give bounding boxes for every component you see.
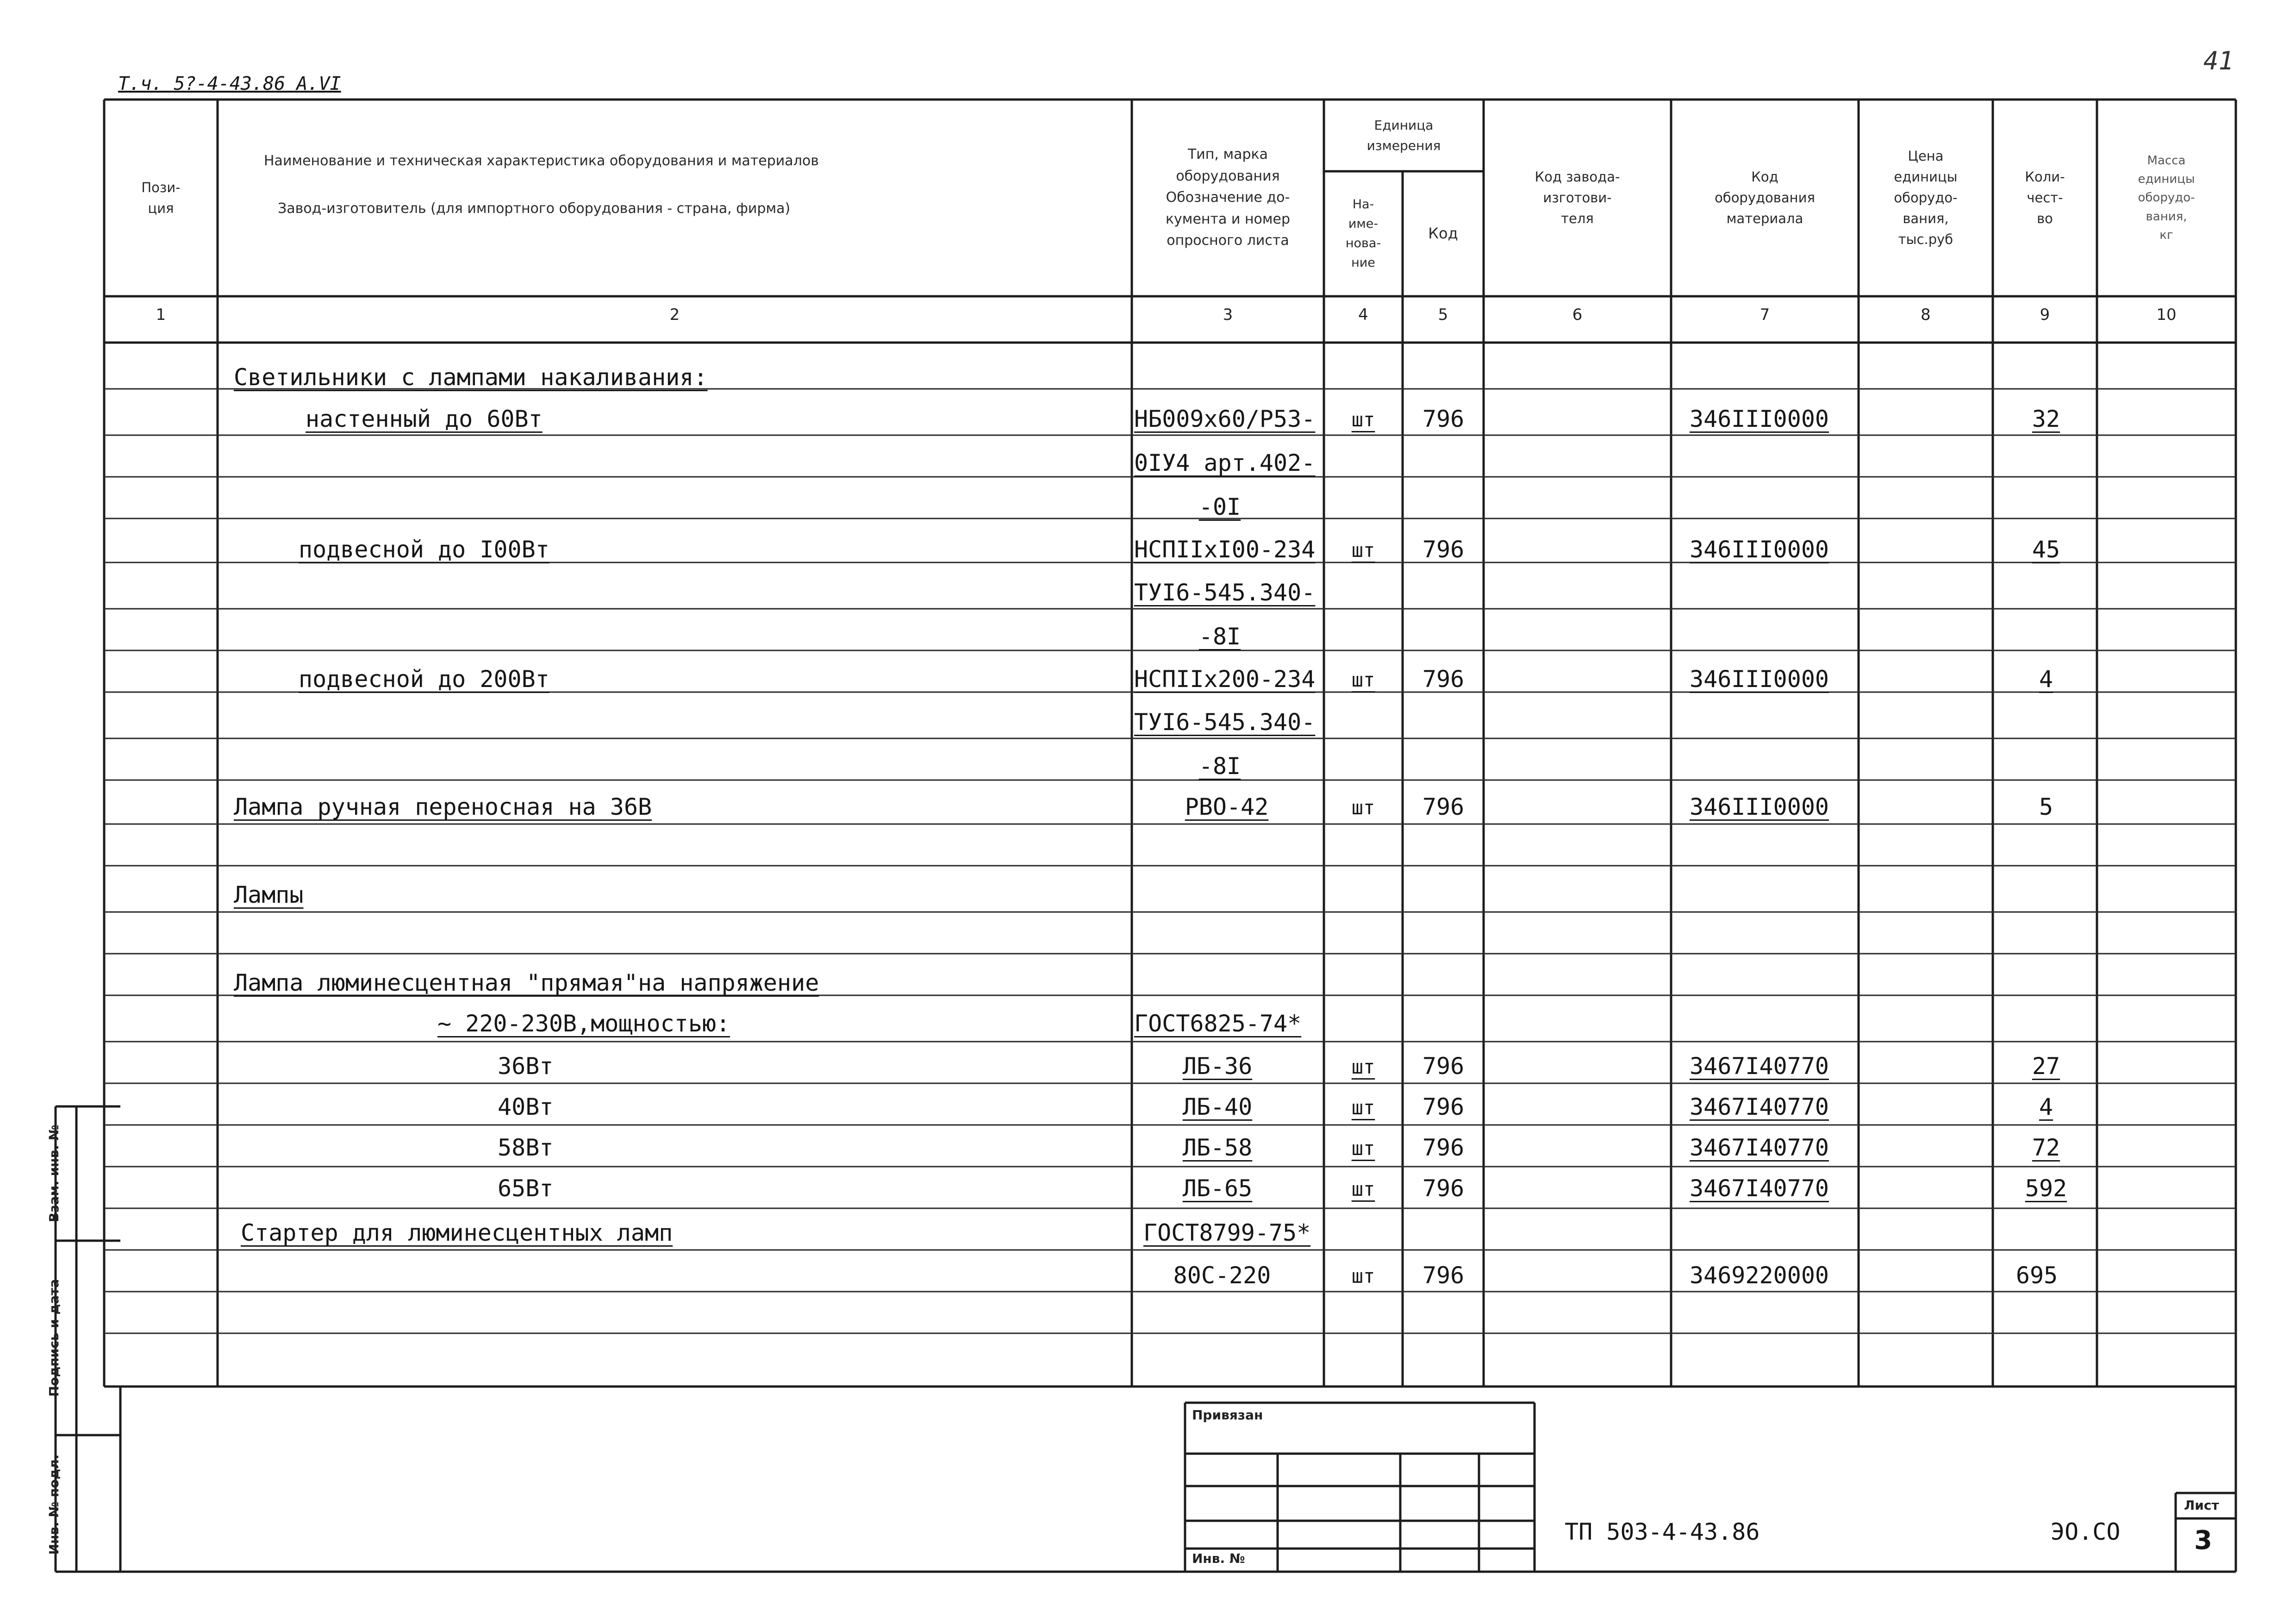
table-row-quantity: 72 [2032, 1134, 2060, 1161]
table-row-type: НБ009х60/Р53- [1134, 406, 1316, 432]
table-row-type: ЛБ-36 [1182, 1053, 1253, 1080]
table-row-equipment-code: 346III0000 [1690, 793, 1829, 820]
table-row-unit: шт [1351, 539, 1375, 562]
column-number-9: 9 [2040, 306, 2050, 324]
header-description [218, 100, 1132, 296]
header-mass: Масса единицы оборудо- вания, кг [2138, 153, 2195, 242]
column-number-10: 10 [2156, 306, 2177, 324]
table-row-type: -8I [1198, 753, 1241, 780]
table-row-name: настенный до 60Вт [306, 406, 543, 432]
title-block-section: ЭО.СО [2051, 1518, 2121, 1545]
table-row-name: Лампы [234, 881, 304, 908]
table-row-unit: шт [1351, 1137, 1375, 1160]
table-row-unit-code: 796 [1422, 793, 1465, 820]
column-number-5: 5 [1438, 306, 1448, 324]
table-row-type: 0IУ4 арт.402- [1134, 450, 1316, 476]
table-row-type: ТУI6-545.340- [1134, 709, 1316, 736]
table-row-name: ~ 220-230В,мощностью: [437, 1010, 730, 1037]
table-row-name: 40Вт [498, 1093, 554, 1120]
title-block-inv-no: Инв. № [1192, 1551, 1245, 1566]
title-block-sheet-number: 3 [2194, 1525, 2212, 1555]
side-stamp-sign-date: Подпись и дата [46, 1279, 62, 1397]
table-row-unit: шт [1351, 1178, 1375, 1200]
table-row-unit-code: 796 [1422, 536, 1465, 563]
header-equipment-code: Код оборудования материала [1715, 169, 1815, 226]
table-row-equipment-code: 3467I40770 [1690, 1175, 1829, 1202]
table-row-name: 65Вт [498, 1175, 554, 1202]
column-number-4: 4 [1358, 306, 1368, 324]
table-row-quantity: 695 [2015, 1262, 2058, 1289]
page-mark: 41 [2203, 46, 2234, 75]
side-stamp-inv-orig: Инв. № подл. [46, 1454, 62, 1555]
column-number-7: 7 [1759, 306, 1770, 324]
column-number-8: 8 [1921, 306, 1931, 324]
table-row-quantity: 5 [2039, 793, 2053, 820]
table-row-quantity: 27 [2032, 1053, 2060, 1080]
table-row-equipment-code: 3467I40770 [1690, 1134, 1829, 1161]
table-row-unit: шт [1351, 1265, 1375, 1287]
table-row-unit-code: 796 [1422, 1175, 1465, 1202]
header-type: Тип, марка оборудования Обозначение до- кумента и номер опросного листа [1165, 146, 1291, 249]
table-row-name: 58Вт [498, 1134, 554, 1161]
header-unit-group: Единица измерения [1366, 118, 1441, 153]
column-number-3: 3 [1223, 306, 1233, 324]
table-row-name: подвесной до 200Вт [299, 666, 549, 693]
table-row-equipment-code: 346III0000 [1690, 536, 1829, 563]
table-row-unit: шт [1351, 796, 1375, 819]
table-row-type: ГОСТ6825-74* [1134, 1010, 1302, 1037]
table-row-name: Лампа люминесцентная "прямая"на напряжение [234, 969, 819, 996]
header-quantity: Коли- чест- во [2025, 169, 2065, 226]
table-row-name: подвесной до I00Вт [299, 536, 549, 563]
table-row-name: Светильники с лампами накаливания: [234, 364, 708, 391]
table-row-type: ТУI6-545.340- [1134, 579, 1316, 606]
table-row-unit-code: 796 [1422, 1134, 1465, 1161]
header-description-line2: Завод-изготовитель (для импортного оборудования - страна, фирма) [278, 200, 791, 217]
table-row-unit-code: 796 [1422, 1053, 1465, 1080]
table-row-type: РВО-42 [1185, 793, 1269, 820]
table-row-type: ЛБ-58 [1182, 1134, 1253, 1161]
table-row-unit-code: 796 [1422, 1093, 1465, 1120]
table-row-type: ЛБ-65 [1182, 1175, 1253, 1202]
table-row-equipment-code: 3469220000 [1690, 1262, 1829, 1289]
table-row-equipment-code: 3467I40770 [1690, 1093, 1829, 1120]
table-row-name: Стартер для люминесцентных ламп [241, 1219, 673, 1246]
header-unit-name: На- име- нова- ние [1345, 197, 1381, 270]
table-row-name: 36Вт [498, 1053, 554, 1080]
table-row-type: НСПIIхI00-234 [1134, 536, 1316, 563]
corner-note: Т.ч. 5?-4-43.86 А.VI [118, 73, 341, 94]
column-number-2: 2 [669, 306, 680, 324]
table-row-unit-code: 796 [1422, 666, 1465, 693]
header-description-line1: Наименование и техническая характеристика оборудования и материалов [264, 153, 819, 169]
column-number-6: 6 [1572, 306, 1583, 324]
title-block-linked: Привязан [1192, 1407, 1263, 1423]
header-unit-code: Код [1428, 225, 1458, 243]
table-row-type: ЛБ-40 [1182, 1093, 1253, 1120]
table-row-equipment-code: 346III0000 [1690, 406, 1829, 432]
table-row-quantity: 592 [2025, 1175, 2067, 1202]
table-row-quantity: 32 [2032, 406, 2060, 432]
column-number-1: 1 [156, 306, 166, 324]
header-factory-code: Код завода- изготови- теля [1535, 169, 1620, 226]
header-position: Пози- ция [141, 179, 181, 216]
table-row-unit: шт [1351, 1096, 1375, 1119]
table-row-equipment-code: 3467I40770 [1690, 1053, 1829, 1080]
table-row-type: 80С-220 [1173, 1262, 1271, 1289]
table-row-type: ГОСТ8799-75* [1143, 1219, 1311, 1246]
table-row-name: Лампа ручная переносная на 36В [234, 793, 652, 820]
table-row-unit: шт [1351, 408, 1375, 431]
table-row-unit-code: 796 [1422, 1262, 1465, 1289]
title-block-sheet-label: Лист [2184, 1498, 2219, 1513]
table-row-type: -8I [1198, 623, 1241, 650]
table-row-unit: шт [1351, 1056, 1375, 1078]
table-row-quantity: 45 [2032, 536, 2060, 563]
table-row-type: -0I [1198, 493, 1241, 520]
side-stamp-replaces-inv: Взам. инв. № [46, 1124, 62, 1223]
table-row-quantity: 4 [2039, 1093, 2053, 1120]
table-row-equipment-code: 346III0000 [1690, 666, 1829, 693]
table-row-unit-code: 796 [1422, 406, 1465, 432]
table-row-unit: шт [1351, 668, 1375, 691]
title-block-doc-code: ТП 503-4-43.86 [1565, 1518, 1760, 1545]
table-row-type: НСПIIх200-234 [1134, 666, 1316, 693]
header-price: Цена единицы оборудо- вания, тыс.руб [1894, 148, 1958, 247]
table-row-quantity: 4 [2039, 666, 2053, 693]
